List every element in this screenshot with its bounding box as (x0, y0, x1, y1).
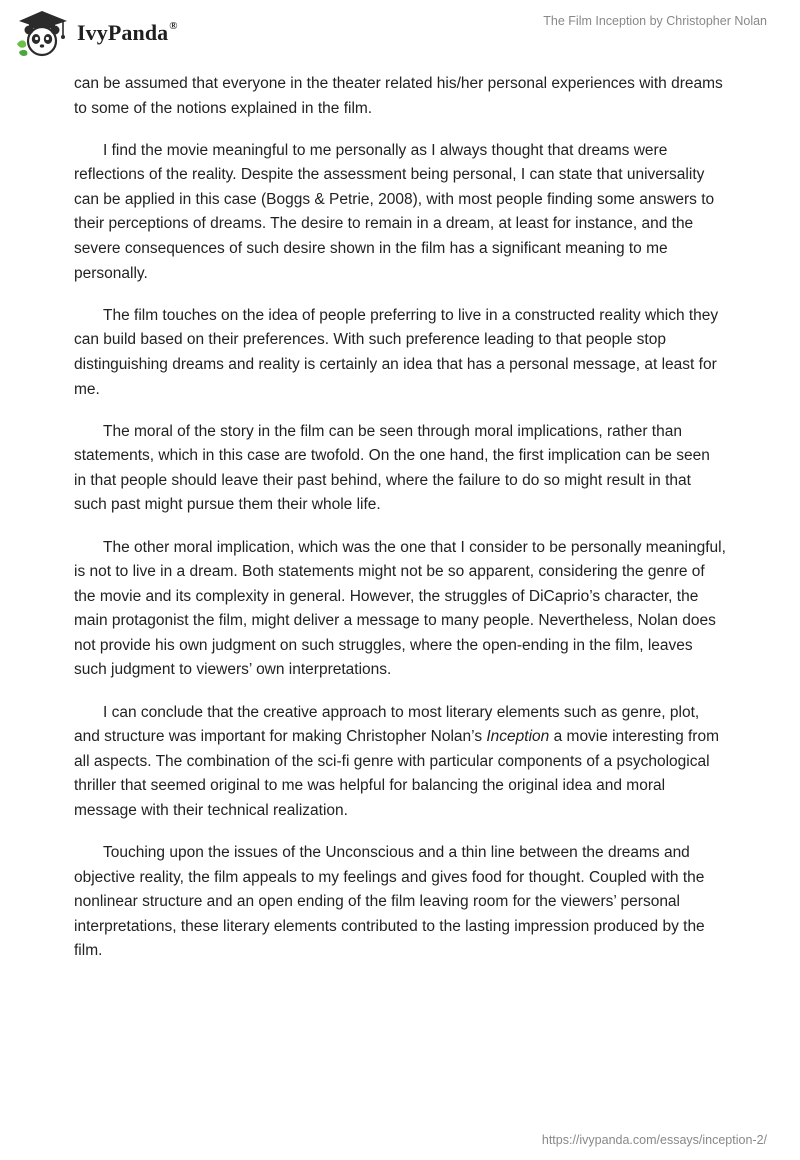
paragraph-3: The film touches on the idea of people preferring to live in a constructed reality which they can build based on their preferences. With such preference leading to that people stop distinguishing dreams and reality is certainly an idea that has a personal message, at least for me. (74, 306, 719, 398)
paragraph-6 (74, 701, 726, 824)
essay-body (74, 72, 726, 982)
source-url[interactable]: https://ivypanda.com/essays/inception-2/ (541, 1133, 767, 1147)
document-title: The Film Inception by Christopher Nolan (543, 14, 767, 28)
registered-mark: ® (169, 19, 178, 32)
page-header (0, 0, 800, 70)
paragraph-6-text-end: a movie interesting from all aspects. The combination of the sci-fi genre with particular components of a psychological thriller that seemed original to me was helpful for balancing the original idea and moral message with their technical realization. (74, 728, 720, 819)
brand-name: IvyPanda® (77, 19, 178, 45)
paragraph-4: The moral of the story in the film can be seen through moral implications, rather than statements, which in this case are twofold. On the one hand, the first implication can be seen in that people should leave their past behind, where the failure to do so might result in that such past might pursue them their whole life. (74, 422, 710, 514)
paragraph-1: can be assumed that everyone in the theater related his/her personal experiences with dreams to some of the notions explained in the film. (74, 75, 723, 117)
paragraph-2: I find the movie meaningful to me personally as I always thought that dreams were reflections of the reality. Despite the assessment being personal, I can state that universality can be applied in this case (Boggs & Petrie, 2008), with most people finding some answers to their perceptions of dreams. The desire to remain in a dream, at least for instance, and the severe consequences of such desire shown in the film has a significant meaning to me personally. (74, 141, 715, 282)
panda-graduate-icon (15, 8, 71, 58)
film-title-italic: Inception (486, 728, 550, 746)
ivypanda-logo[interactable] (15, 8, 178, 58)
paragraph-7: Touching upon the issues of the Unconscious and a thin line between the dreams and objective reality, the film appeals to my feelings and gives food for thought. Coupled with the nonlinear structure and an open ending of the film leaving room for the viewers’ personal interpretations, these literary elements contributed to the lasting impression produced by the film. (74, 844, 705, 960)
paragraph-5: The other moral implication, which was the one that I consider to be personally meaningful, is not to live in a dream. Both statements might not be so apparent, considering the genre of the movie and its complexity in general. However, the struggles of DiCaprio’s character, the main protagonist the film, might deliver a message to many people. Nevertheless, Nolan does not provide his own judgment on such struggles, where the open-ending in the film, leaves such judgment to viewers’ own interpretations. (74, 538, 726, 679)
paragraph-6-text-start: I can conclude that the creative approach to most literary elements such as genre, plot, and structure was important for making Christopher Nolan’s (74, 703, 700, 746)
